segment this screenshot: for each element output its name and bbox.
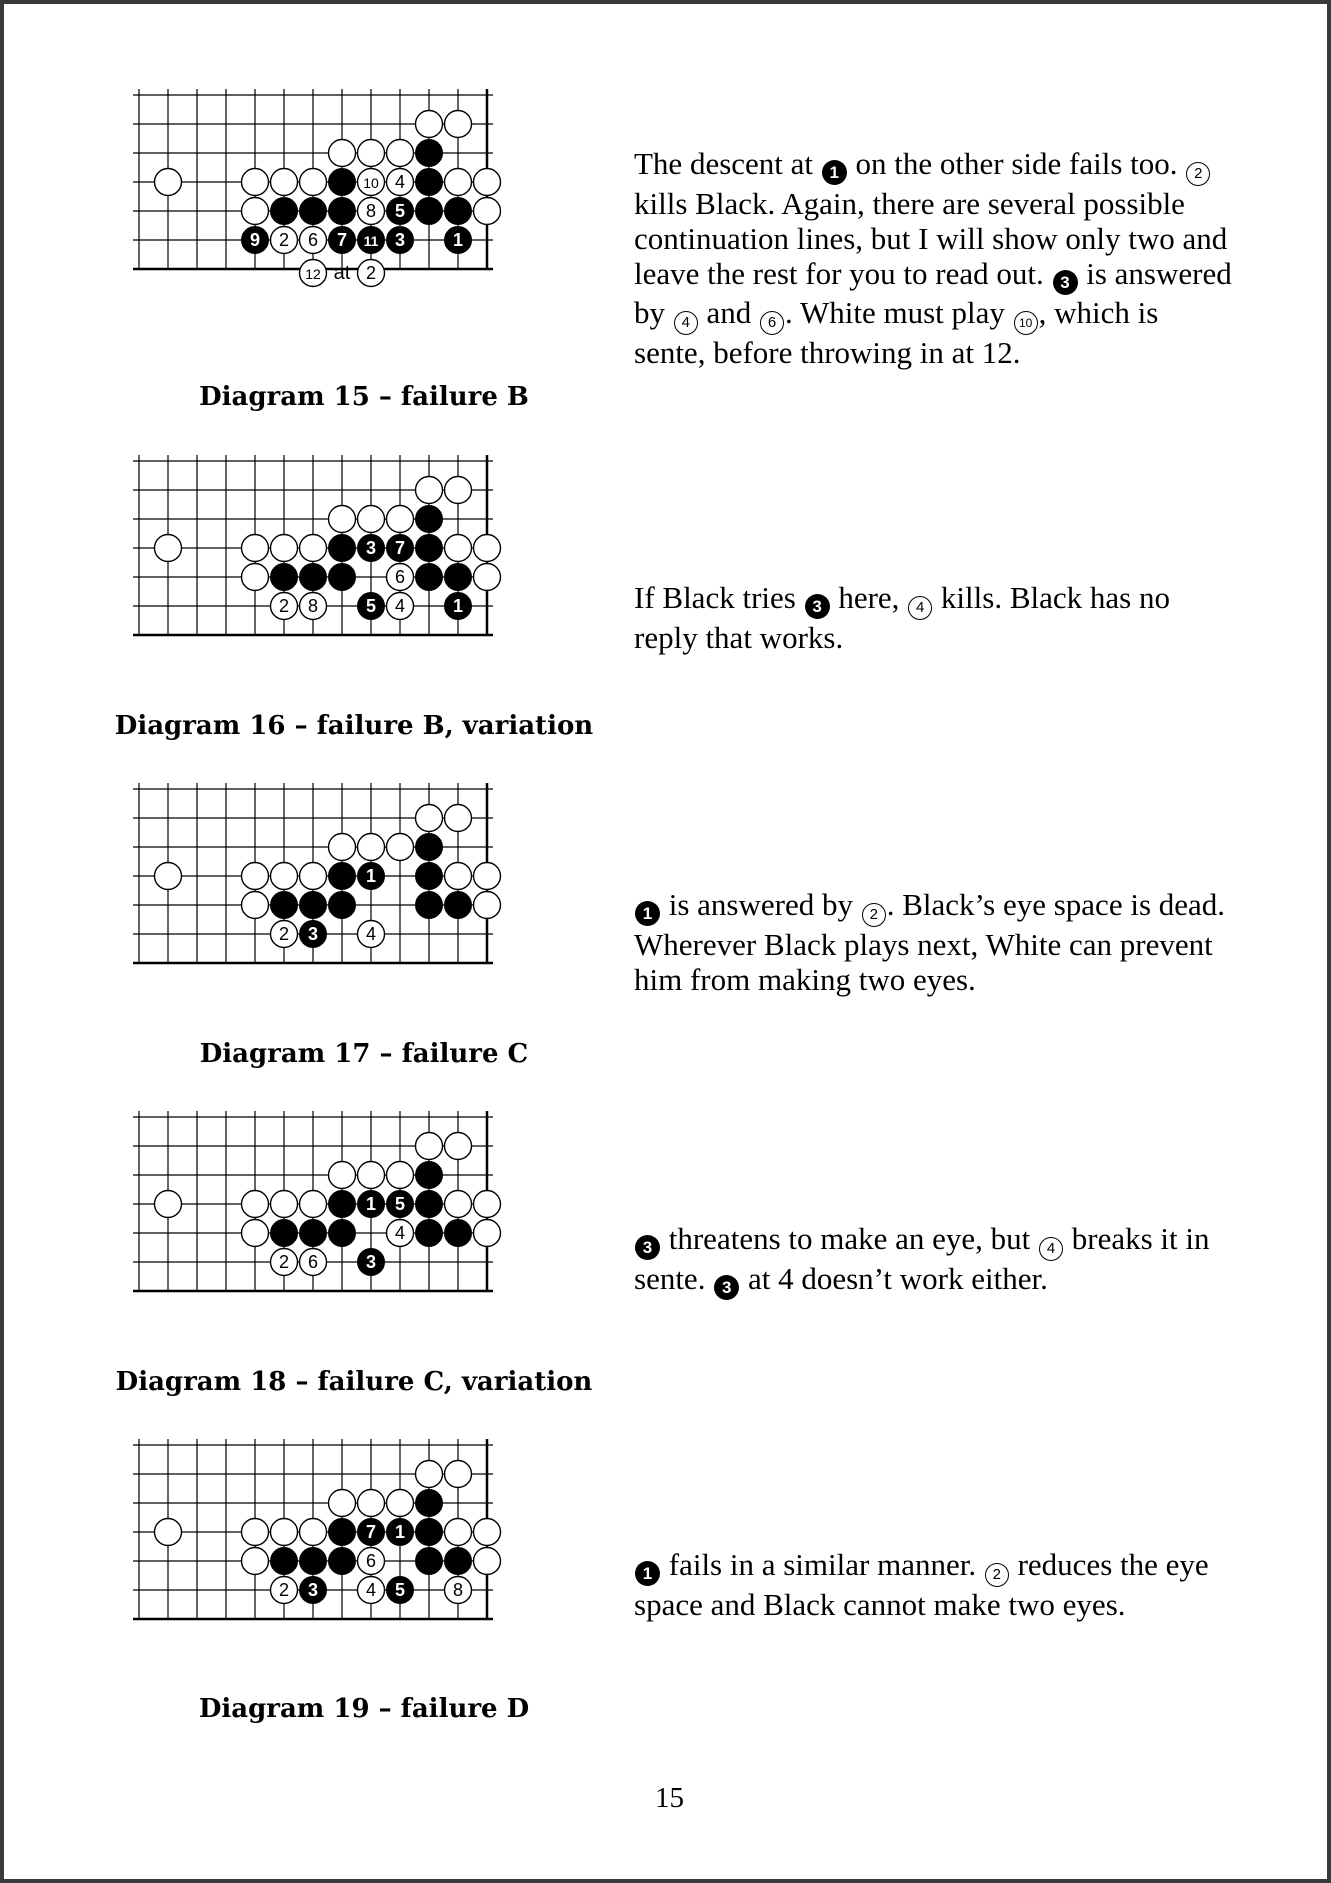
- move-number: 1: [365, 866, 377, 886]
- white-stone: [445, 863, 472, 890]
- white-stone: [242, 863, 269, 890]
- move-number: 7: [336, 230, 348, 250]
- black-stone-icon: 3: [714, 1275, 739, 1300]
- white-stone: [387, 834, 414, 861]
- diagram-caption: Diagram 17 – failure C: [199, 1039, 529, 1069]
- white-stone-icon: 2: [985, 1563, 1009, 1587]
- white-stone: [300, 1519, 327, 1546]
- diagram-description: [634, 1547, 1234, 1622]
- go-board: [129, 114, 579, 374]
- move-number: 3: [307, 924, 319, 944]
- white-stone-icon: 10: [1014, 311, 1038, 335]
- move-number: 2: [278, 924, 290, 944]
- text-segment: fails in a similar manner.: [661, 1547, 984, 1582]
- white-stone-icon: 2: [1186, 162, 1210, 186]
- white-stone: [329, 1162, 356, 1189]
- black-stone: [445, 564, 472, 591]
- move-number: 4: [365, 924, 377, 944]
- black-stone: [329, 1548, 356, 1575]
- text-segment: threatens to make an eye, but: [661, 1221, 1039, 1256]
- white-stone: [474, 863, 501, 890]
- white-stone-icon: 6: [760, 311, 784, 335]
- black-stone: [416, 506, 443, 533]
- move-number: 2: [278, 1252, 290, 1272]
- white-stone: [474, 198, 501, 225]
- white-stone: [474, 1220, 501, 1247]
- white-stone: [445, 1461, 472, 1488]
- move-number: 4: [394, 596, 406, 616]
- move-number: 5: [394, 201, 406, 221]
- black-stone: [416, 1162, 443, 1189]
- white-stone: [271, 169, 298, 196]
- move-number: 5: [365, 596, 377, 616]
- diagram-caption: Diagram 15 – failure B: [199, 382, 529, 412]
- move-number: 6: [307, 230, 319, 250]
- white-stone: [358, 834, 385, 861]
- white-stone: [387, 506, 414, 533]
- move-number: 5: [394, 1194, 406, 1214]
- black-stone: [271, 1220, 298, 1247]
- diagram-description: [634, 580, 1234, 655]
- white-stone: [358, 1490, 385, 1517]
- white-stone: [445, 1519, 472, 1546]
- white-stone: [416, 1133, 443, 1160]
- white-stone: [271, 1191, 298, 1218]
- move-number: 9: [249, 230, 261, 250]
- move-number: 6: [307, 1252, 319, 1272]
- move-number: 3: [365, 1252, 377, 1272]
- white-stone: [242, 1191, 269, 1218]
- text-segment: , which is sente, before throwing in at 12.: [634, 295, 1159, 370]
- black-stone: [416, 564, 443, 591]
- black-stone: [416, 169, 443, 196]
- black-stone: [271, 564, 298, 591]
- white-stone: [358, 140, 385, 167]
- diagram-description: [634, 146, 1234, 370]
- go-diagram-16: [129, 480, 579, 710]
- white-stone: [445, 477, 472, 504]
- black-stone: [329, 169, 356, 196]
- white-stone: [155, 1191, 182, 1218]
- black-stone: [445, 1220, 472, 1247]
- white-stone: [329, 506, 356, 533]
- white-stone: [445, 805, 472, 832]
- text-segment: and: [698, 295, 760, 330]
- diagram-caption: Diagram 16 – failure B, variation: [114, 711, 594, 741]
- black-stone: [300, 1548, 327, 1575]
- white-stone: [329, 834, 356, 861]
- move-number: 3: [307, 1580, 319, 1600]
- white-stone: [474, 1519, 501, 1546]
- go-board: [129, 1136, 579, 1366]
- move-number: 2: [278, 1580, 290, 1600]
- white-stone: [474, 169, 501, 196]
- black-stone: [329, 1191, 356, 1218]
- black-stone: [300, 198, 327, 225]
- black-stone: [300, 892, 327, 919]
- black-stone: [416, 198, 443, 225]
- black-stone: [329, 535, 356, 562]
- black-stone: [416, 140, 443, 167]
- page-number: 15: [655, 1782, 684, 1814]
- white-stone: [242, 169, 269, 196]
- white-stone: [387, 1490, 414, 1517]
- white-stone: [329, 1490, 356, 1517]
- go-diagram-17: [129, 808, 579, 1038]
- white-stone: [416, 805, 443, 832]
- black-stone: [300, 564, 327, 591]
- black-stone: [329, 863, 356, 890]
- black-stone: [329, 1519, 356, 1546]
- white-stone: [242, 892, 269, 919]
- white-stone: [271, 1519, 298, 1546]
- move-number: 10: [363, 175, 379, 191]
- text-segment: here,: [830, 580, 908, 615]
- move-number: 4: [365, 1580, 377, 1600]
- move-number: 7: [394, 538, 406, 558]
- white-stone-icon: 4: [674, 311, 698, 335]
- white-stone-icon: 4: [908, 596, 932, 620]
- white-stone: [387, 140, 414, 167]
- text-segment: If Black tries: [634, 580, 804, 615]
- black-stone: [416, 1220, 443, 1247]
- white-stone-icon: 4: [1039, 1237, 1063, 1261]
- black-stone: [416, 1519, 443, 1546]
- white-stone: [155, 863, 182, 890]
- black-stone: [445, 1548, 472, 1575]
- move-number: 8: [365, 201, 377, 221]
- white-stone: [474, 535, 501, 562]
- diagram-description: [634, 1221, 1234, 1300]
- black-stone: [416, 1548, 443, 1575]
- black-stone-icon: 1: [635, 1561, 660, 1586]
- move-number: 8: [452, 1580, 464, 1600]
- black-stone-icon: 1: [635, 901, 660, 926]
- white-stone: [387, 1162, 414, 1189]
- text-segment: kills. Black has no reply that works.: [634, 580, 1170, 655]
- move-number: 1: [394, 1522, 406, 1542]
- text-segment: at 4 doesn’t work either.: [740, 1261, 1048, 1296]
- go-board: [129, 480, 579, 710]
- go-board: [129, 1464, 579, 1694]
- white-stone: [474, 892, 501, 919]
- text-segment: breaks it in sente.: [634, 1221, 1210, 1296]
- white-stone: [416, 111, 443, 138]
- white-stone: [300, 863, 327, 890]
- move-number: 12: [305, 266, 321, 282]
- white-stone: [416, 477, 443, 504]
- white-stone-icon: 2: [862, 903, 886, 927]
- black-stone-icon: 3: [635, 1235, 660, 1260]
- white-stone: [155, 169, 182, 196]
- move-number: 5: [394, 1580, 406, 1600]
- black-stone: [416, 535, 443, 562]
- white-stone: [242, 1548, 269, 1575]
- white-stone: [300, 535, 327, 562]
- move-number: 3: [365, 538, 377, 558]
- black-stone: [416, 1490, 443, 1517]
- move-number: 4: [394, 1223, 406, 1243]
- white-stone: [242, 198, 269, 225]
- white-stone: [474, 564, 501, 591]
- move-number: 7: [365, 1522, 377, 1542]
- white-stone: [474, 1548, 501, 1575]
- black-stone: [329, 1220, 356, 1247]
- move-number: 4: [394, 172, 406, 192]
- move-number: 8: [307, 596, 319, 616]
- move-number: 6: [394, 567, 406, 587]
- white-stone: [358, 506, 385, 533]
- move-number: 1: [452, 596, 464, 616]
- move-number: 1: [365, 1194, 377, 1214]
- text-segment: . White must play: [785, 295, 1013, 330]
- white-stone: [445, 111, 472, 138]
- go-board: [129, 808, 579, 1038]
- white-stone: [271, 535, 298, 562]
- go-diagram-15: [129, 114, 579, 374]
- move-number: 1: [452, 230, 464, 250]
- black-stone: [445, 198, 472, 225]
- text-segment: is answered by: [634, 256, 1232, 330]
- black-stone: [445, 892, 472, 919]
- white-stone: [358, 1162, 385, 1189]
- white-stone: [300, 1191, 327, 1218]
- white-stone: [329, 140, 356, 167]
- black-stone: [416, 1191, 443, 1218]
- note-text: at: [333, 262, 351, 284]
- black-stone-icon: 3: [805, 594, 830, 619]
- text-segment: is answered by: [661, 887, 861, 922]
- move-number: 3: [394, 230, 406, 250]
- white-stone: [242, 1220, 269, 1247]
- white-stone: [155, 1519, 182, 1546]
- text-segment: on the other side fails too.: [847, 146, 1186, 181]
- white-stone: [155, 535, 182, 562]
- text-segment: The descent at: [634, 146, 821, 181]
- black-stone: [271, 892, 298, 919]
- diagram-description: [634, 887, 1234, 997]
- black-stone: [271, 1548, 298, 1575]
- white-stone: [445, 535, 472, 562]
- white-stone: [242, 1519, 269, 1546]
- white-stone: [242, 535, 269, 562]
- move-number: 2: [278, 230, 290, 250]
- white-stone: [416, 1461, 443, 1488]
- white-stone: [445, 1191, 472, 1218]
- white-stone: [474, 1191, 501, 1218]
- white-stone: [242, 564, 269, 591]
- black-stone: [300, 1220, 327, 1247]
- black-stone: [416, 863, 443, 890]
- move-number: 11: [363, 233, 379, 249]
- go-diagram-19: [129, 1464, 579, 1694]
- black-stone: [416, 834, 443, 861]
- text-segment: kills Black. Again, there are several possible continuation lines, but I will show only two and leave the rest for you to read out.: [634, 186, 1228, 291]
- go-diagram-18: [129, 1136, 579, 1366]
- text-segment: . Black’s eye space is dead. Wherever Black plays next, White can prevent him from making two eyes.: [634, 887, 1226, 997]
- text-segment: reduces the eye space and Black cannot make two eyes.: [634, 1547, 1209, 1622]
- move-number: 6: [365, 1551, 377, 1571]
- black-stone-icon: 3: [1053, 270, 1078, 295]
- black-stone: [271, 198, 298, 225]
- move-number: 2: [365, 263, 377, 283]
- diagram-caption: Diagram 18 – failure C, variation: [115, 1367, 593, 1397]
- black-stone: [329, 892, 356, 919]
- black-stone: [329, 564, 356, 591]
- white-stone: [300, 169, 327, 196]
- black-stone-icon: 1: [822, 160, 847, 185]
- black-stone: [416, 892, 443, 919]
- white-stone: [271, 863, 298, 890]
- move-number: 2: [278, 596, 290, 616]
- white-stone: [445, 169, 472, 196]
- white-stone: [445, 1133, 472, 1160]
- diagram-caption: Diagram 19 – failure D: [198, 1694, 530, 1724]
- black-stone: [329, 198, 356, 225]
